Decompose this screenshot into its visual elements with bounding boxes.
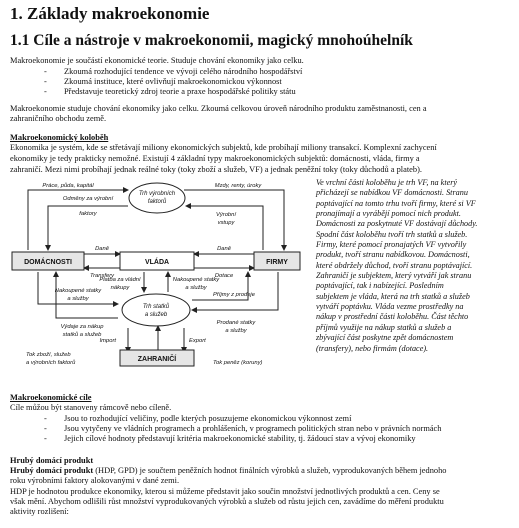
side-text-line: Domácnosti za poskytnuté VF dostávají důchody.	[316, 219, 478, 229]
flow-label: statků a služeb	[62, 332, 102, 338]
paragraph-line	[10, 466, 446, 476]
kolobeh-heading: Makroekonomický koloběh	[10, 133, 109, 142]
flow-label: Transfery	[89, 273, 115, 279]
list-item: - Zkoumá instituce, které ovlivňují makroekonomickou výkonnost	[44, 77, 302, 87]
flow-label: Export	[189, 338, 206, 344]
flow-label: Mzdy, renty, úroky	[214, 183, 262, 189]
cile-bullet-list	[44, 414, 441, 444]
households-label: DOMÁCNOSTI	[24, 259, 72, 266]
flow-label: Daně	[95, 246, 109, 252]
paragraph-line: HDP je hodnotou produkce ekonomiky, kterou si můžeme představit jako součin množství jednotlivých produktů a cen. Ceny se	[10, 487, 440, 496]
flow-label: Výdaje za nákup	[60, 324, 104, 330]
list-item: - Jsou vytyčeny ve vládních programech a prohlášeních, v programech politických stran nebo v právních normách	[44, 424, 441, 434]
factor-market-node	[129, 183, 185, 213]
paragraph-line: ekonomiky je tedy prakticky nemožné. Existují 4 základní typy makroekonomických subjektů: domácnosti, vláda, firmy a	[10, 154, 420, 163]
list-item: - Jejich cílové hodnoty představují kritéria makroekonomické stability, tj. žádoucí stav a vývoj ekonomiky	[44, 434, 441, 444]
section-title: 1.1 Cíle a nástroje v makroekonomii, magický mnohoúhelník	[10, 32, 413, 49]
paragraph-line: však mění. Abychom odlišili růst množství vyprodukovaných výrobků a služeb od růstu jejich cen, zavádíme do měření produktu	[10, 497, 444, 506]
flow-label: a služby	[67, 296, 89, 302]
firms-label: FIRMY	[266, 259, 288, 266]
side-text-line: Firmy, které pomocí pronajatých VF vytvořily	[316, 240, 467, 250]
cile-heading: Makroekonomické cíle	[10, 393, 92, 402]
flow-label: vstupy	[217, 220, 235, 226]
circular-flow-diagram	[8, 180, 306, 380]
flow-label: Import	[99, 338, 116, 344]
flow-label: Práce, půda, kapitál	[42, 183, 94, 189]
paragraph-line: Makroekonomie studuje chování ekonomiky jako celku. Zkoumá celkovou úroveň národního produktu zaměstnanosti, cen a	[10, 104, 427, 113]
side-text-line: příjmů využije na nákup statků a služeb a	[316, 322, 452, 332]
diagram-description	[316, 178, 511, 354]
paragraph-line: roku výrobními faktory alokovanými v dané zemi.	[10, 476, 180, 485]
government-label: VLÁDA	[144, 259, 170, 266]
factor-market-label: Trh výrobních	[138, 191, 176, 197]
side-text-line: poptávající na tomto trhu tvoří firmy, které si VF	[316, 198, 476, 208]
intro-line: Makroekonomie je součástí ekonomické teorie. Studuje chování ekonomiky jako celku.	[10, 56, 304, 65]
side-text-line: zbývající část poskytne zpět domácnostem	[316, 333, 454, 343]
hdp-heading: Hrubý domácí produkt	[10, 456, 94, 465]
flow-label: a služby	[185, 285, 207, 291]
side-text-line: subjektem je vláda, která na trh statků a služeb	[316, 291, 470, 301]
flow-label: Odměny za výrobní	[62, 196, 114, 202]
goods-market-label: a služeb	[144, 312, 168, 318]
legend-label: Tok peněz (koruny)	[213, 360, 263, 366]
flow-label: a služby	[225, 328, 247, 334]
paragraph-line: Ekonomika je systém, kde se střetávají miliony ekonomických subjektů, kde probíhají miliony transakcí. Komplexní zachycení	[10, 143, 437, 152]
side-text-line: (transfery), nebo firmám (dotace).	[316, 343, 429, 353]
side-text-line: produkt, tvoří stranu nabídkovou. Domácnosti,	[316, 250, 470, 260]
side-text-line: poptávající, tak i nabízející. Posledním	[316, 281, 444, 291]
flow-label: Daně	[217, 246, 231, 252]
foreign-label: ZAHRANIČÍ	[137, 356, 177, 363]
flow-label: Platba za vládní	[99, 277, 141, 283]
legend-label: Tok zboží, služeb	[26, 352, 71, 358]
side-text-line: nákup v prostřední části koloběhu. Část těchto	[316, 312, 469, 322]
flow-label: Příjmy z prodeje	[213, 292, 255, 298]
side-text-line: Ve vrchní části koloběhu je trh VF, na který	[316, 178, 458, 187]
flow-label: nákupy	[110, 285, 130, 291]
side-text-line: pronajímají a vyrábějí pomocí nich produkt.	[316, 209, 461, 219]
paragraph-line: zahraničního obchodu země.	[10, 114, 107, 123]
goods-market-node	[122, 294, 190, 326]
paragraph-line: zahraničí. Mezi nimi probíhají jednak reálné toky (toky zboží a služeb, VF) a jednak peněžní toky (toky důchodů a plateb).	[10, 165, 422, 174]
flow-label: faktory	[79, 211, 97, 217]
side-text-line: přicházejí se nabídkou VF domácnosti. Stranu	[316, 188, 468, 198]
intro-bullet-list	[44, 67, 302, 97]
side-text-line: které obdržely důchod, tvoří stranu poptávající.	[316, 260, 473, 270]
chapter-title: 1. Základy makroekonomie	[10, 4, 210, 23]
legend-label: a výrobních faktorů	[26, 360, 76, 366]
side-text-line: Zahraničí je subjektem, který vytváří jak stranu	[316, 271, 472, 281]
cile-line: Cíle můžou být stanoveny rámcově nebo cíleně.	[10, 403, 172, 412]
flow-label: Nakoupené statky	[54, 288, 102, 294]
side-text-line: vytváří poptávku. Vláda vezme prostředky na	[316, 302, 464, 312]
paragraph-line: aktivity rozlišení:	[10, 507, 69, 516]
hdp-definition: (HDP, GPD) je součtem peněžních hodnot finálních výrobků a služeb, vyprodukovaných během jednoho	[93, 466, 447, 475]
factor-market-label: faktorů	[147, 199, 167, 205]
list-item: - Zkoumá rozhodující tendence ve vývoji celého národního hospodářství	[44, 67, 302, 77]
side-text-line: Spodní část koloběhu tvoří trh statků a služeb.	[316, 229, 468, 239]
list-item: - Představuje teoretický zdroj teorie a praxe hospodářské politiky státu	[44, 87, 302, 97]
flow-label: Výrobní	[216, 212, 236, 218]
list-item: - Jsou to rozhodující veličiny, podle kterých posuzujeme ekonomickou výkonnost zemí	[44, 414, 441, 424]
flow-label: Nakoupené statky	[172, 277, 220, 283]
hdp-term: Hrubý domácí produkt	[10, 466, 94, 475]
flow-label: Dotace	[214, 273, 234, 279]
flow-label: Prodané statky	[216, 320, 256, 326]
goods-market-label: Trh statků	[142, 304, 170, 310]
